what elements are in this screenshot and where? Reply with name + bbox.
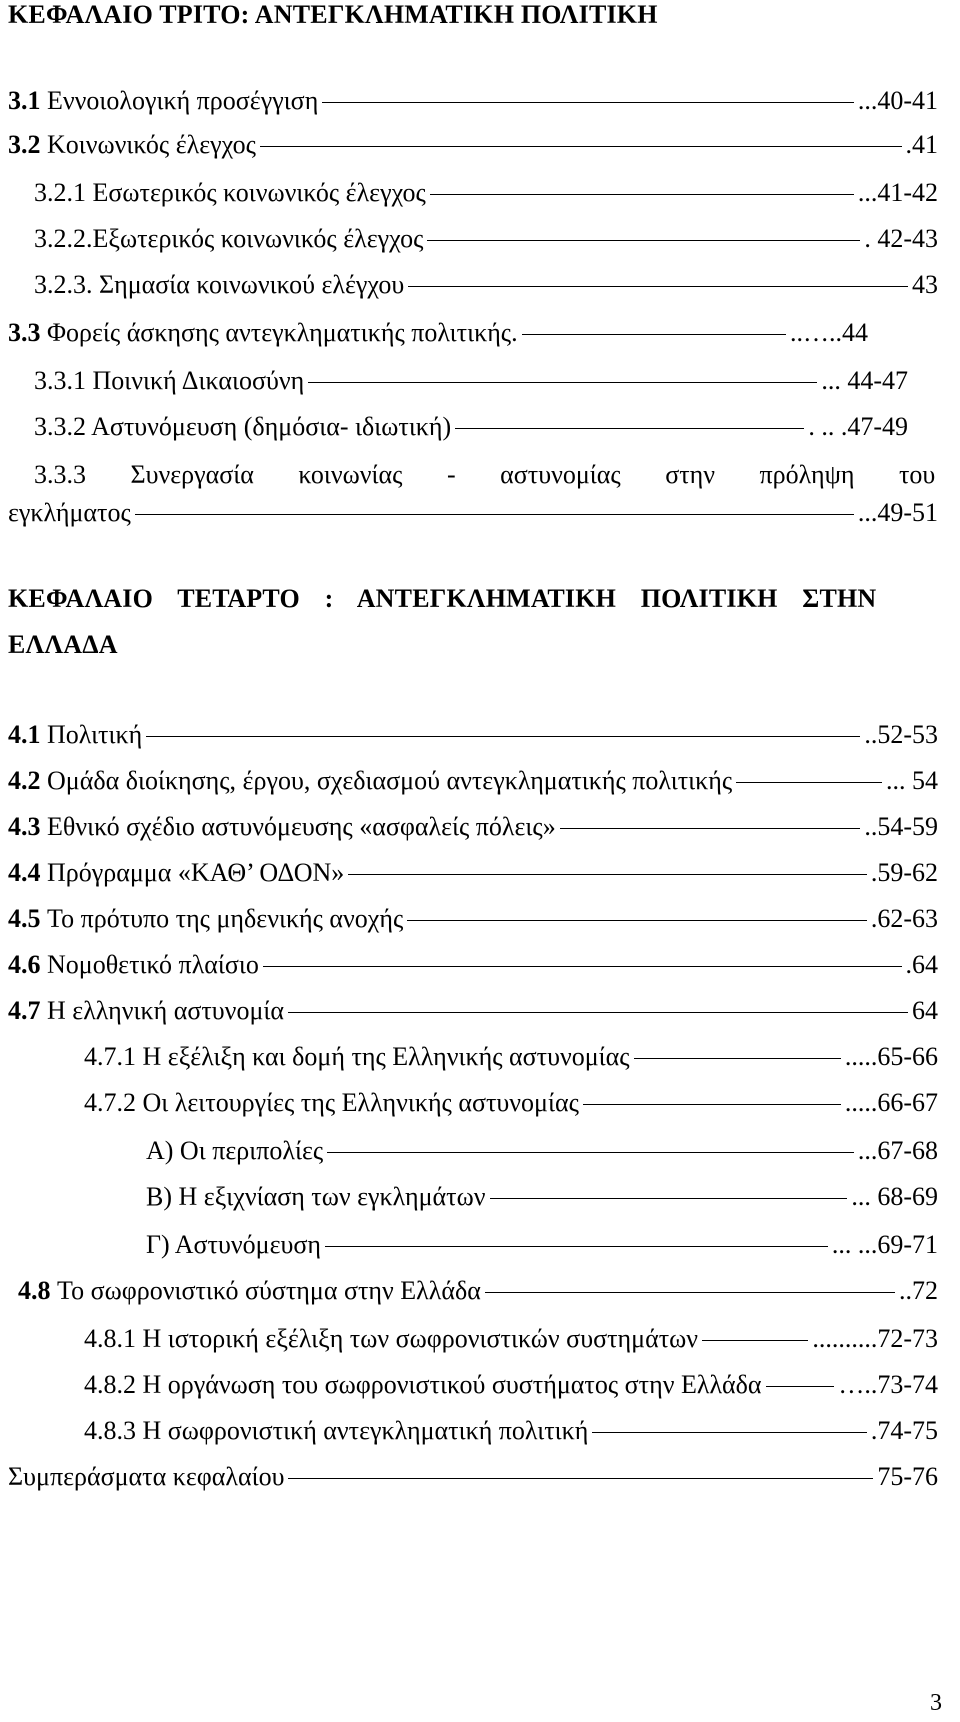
toc-entry-title: εγκλήματος bbox=[8, 498, 131, 527]
toc-entry-title: 3.2.2.Εξωτερικός κοινωνικός έλεγχος bbox=[34, 224, 424, 253]
toc-entry-title: Φορείς άσκησης αντεγκληματικής πολιτικής. bbox=[47, 318, 518, 347]
toc-entry-title: Συμπεράσματα κεφαλαίου bbox=[8, 1462, 285, 1491]
toc-entry-page: ... ...69-71 bbox=[831, 1230, 938, 1259]
toc-entry-page: ..52-53 bbox=[864, 720, 938, 749]
toc-entry-number: 4.5 bbox=[8, 904, 41, 933]
toc-entry-page: ... 54 bbox=[886, 766, 938, 795]
page-number: 3 bbox=[930, 1690, 942, 1716]
toc-entry bbox=[34, 410, 908, 444]
toc-entry-page: ..54-59 bbox=[864, 812, 938, 841]
toc-entry-page: .62-63 bbox=[870, 904, 938, 933]
toc-entry-title: Εθνικό σχέδιο αστυνόμευσης «ασφαλείς πόλεις» bbox=[47, 812, 556, 841]
toc-entry-title: 3.3.3 Συνεργασία κοινωνίας - αστυνομίας στην πρόληψη του bbox=[34, 460, 936, 489]
dot-leader bbox=[322, 102, 854, 103]
toc-entry bbox=[8, 856, 938, 890]
toc-entry-page: .64 bbox=[905, 950, 938, 979]
toc-entry bbox=[146, 1134, 938, 1168]
toc-entry-number: 4.8 bbox=[18, 1276, 51, 1305]
toc-entry-page: 75-76 bbox=[877, 1462, 938, 1491]
toc-entry bbox=[84, 1040, 938, 1074]
toc-entry bbox=[8, 948, 938, 982]
toc-entry-title: Η ελληνική αστυνομία bbox=[47, 996, 284, 1025]
toc-entry-number: 3.2 bbox=[8, 130, 41, 159]
dot-leader bbox=[634, 1058, 841, 1059]
toc-entry bbox=[8, 810, 938, 844]
dot-leader bbox=[736, 782, 882, 783]
dot-leader bbox=[455, 428, 804, 429]
toc-entry bbox=[8, 84, 938, 118]
toc-entry-title: Πολιτική bbox=[47, 720, 143, 749]
toc-entry bbox=[84, 1414, 938, 1448]
dot-leader bbox=[407, 920, 867, 921]
toc-entry-page: ... 44-47 bbox=[821, 366, 908, 395]
toc-entry-number: 4.6 bbox=[8, 950, 41, 979]
toc-entry-title: Ομάδα διοίκησης, έργου, σχεδιασμού αντεγκληματικής πολιτικής bbox=[47, 766, 733, 795]
toc-entry-page: ...49-51 bbox=[857, 498, 938, 527]
dot-leader bbox=[325, 1246, 828, 1247]
toc-entry bbox=[34, 268, 938, 302]
toc-entry bbox=[34, 364, 908, 398]
toc-entry-title: 4.7.1 Η εξέλιξη και δομή της Ελληνικής αστυνομίας bbox=[84, 1042, 630, 1071]
toc-entry-title: Πρόγραμμα «ΚΑΘ’ ΟΔΟΝ» bbox=[47, 858, 345, 887]
dot-leader bbox=[485, 1292, 895, 1293]
dot-leader bbox=[288, 1012, 908, 1013]
toc-entry-number: 4.3 bbox=[8, 812, 41, 841]
toc-entry bbox=[84, 1322, 938, 1356]
toc-entry-page: ...40-41 bbox=[857, 86, 938, 115]
toc-entry-title: 3.3.1 Ποινική Δικαιοσύνη bbox=[34, 366, 305, 395]
dot-leader bbox=[308, 382, 817, 383]
toc-entry bbox=[84, 1086, 938, 1120]
toc-entry-number: 3.3 bbox=[8, 318, 41, 347]
toc-entry bbox=[8, 496, 938, 530]
toc-entry-page: ...41-42 bbox=[857, 178, 938, 207]
dot-leader bbox=[522, 334, 786, 335]
toc-entry-page: . .. .47-49 bbox=[808, 412, 908, 441]
toc-entry-page: .41 bbox=[905, 130, 938, 159]
toc-entry bbox=[34, 458, 938, 492]
toc-entry bbox=[34, 176, 938, 210]
dot-leader bbox=[583, 1104, 841, 1105]
toc-entry-title: Κοινωνικός έλεγχος bbox=[47, 130, 256, 159]
toc-entry-number: 4.2 bbox=[8, 766, 41, 795]
dot-leader bbox=[408, 286, 908, 287]
dot-leader bbox=[427, 240, 860, 241]
toc-entry bbox=[146, 1180, 938, 1214]
toc-entry-page: . 42-43 bbox=[864, 224, 938, 253]
dot-leader bbox=[490, 1198, 848, 1199]
toc-entry bbox=[18, 1274, 938, 1308]
toc-entry bbox=[8, 902, 938, 936]
toc-entry-title: Γ) Αστυνόμευση bbox=[146, 1230, 321, 1259]
chapter-4-heading: ΚΕΦΑΛΑΙΟ ΤΕΤΑΡΤΟ : ΑΝΤΕΓΚΛΗΜΑΤΙΚΗ ΠΟΛΙΤΙΚΗ ΣΤΗΝ bbox=[8, 584, 877, 613]
toc-entry-page: 43 bbox=[912, 270, 938, 299]
dot-leader bbox=[766, 1386, 835, 1387]
toc-entry bbox=[8, 764, 938, 798]
dot-leader bbox=[327, 1152, 854, 1153]
dot-leader bbox=[592, 1432, 866, 1433]
toc-entry-title: Β) Η εξιχνίαση των εγκλημάτων bbox=[146, 1182, 486, 1211]
chapter-3-heading: ΚΕΦΑΛΑΙΟ ΤΡΙΤΟ: ΑΝΤΕΓΚΛΗΜΑΤΙΚΗ ΠΟΛΙΤΙΚΗ bbox=[8, 0, 658, 29]
dot-leader bbox=[348, 874, 867, 875]
toc-entry-title: Νομοθετικό πλαίσιο bbox=[47, 950, 259, 979]
dot-leader bbox=[288, 1478, 873, 1479]
toc-entry-page: ...67-68 bbox=[857, 1136, 938, 1165]
toc-entry-title: Εννοιολογική προσέγγιση bbox=[47, 86, 319, 115]
toc-entry-page: .....66-67 bbox=[844, 1088, 938, 1117]
toc-entry bbox=[146, 1228, 938, 1262]
dot-leader bbox=[135, 514, 854, 515]
chapter-4-heading-continued: ΕΛΛΑΔΑ bbox=[8, 630, 118, 659]
toc-entry-title: 3.3.2 Αστυνόμευση (δημόσια- ιδιωτική) bbox=[34, 412, 452, 441]
toc-entry-title: Το πρότυπο της μηδενικής ανοχής bbox=[47, 904, 404, 933]
toc-entry bbox=[8, 718, 938, 752]
dot-leader bbox=[560, 828, 861, 829]
toc-entry-page: 64 bbox=[912, 996, 938, 1025]
toc-entry-number: 4.1 bbox=[8, 720, 41, 749]
toc-entry-number: 3.1 bbox=[8, 86, 41, 115]
toc-entry bbox=[34, 222, 938, 256]
toc-entry-page: ..…..44 bbox=[790, 318, 868, 347]
dot-leader bbox=[146, 736, 860, 737]
toc-entry-title: 4.7.2 Οι λειτουργίες της Ελληνικής αστυνομίας bbox=[84, 1088, 579, 1117]
toc-entry bbox=[84, 1368, 938, 1402]
toc-entry-page: .....65-66 bbox=[844, 1042, 938, 1071]
toc-entry-title: 4.8.1 Η ιστορική εξέλιξη των σωφρονιστικών συστημάτων bbox=[84, 1324, 699, 1353]
toc-entry-title: 4.8.3 Η σωφρονιστική αντεγκληματική πολιτική bbox=[84, 1416, 589, 1445]
dot-leader bbox=[260, 146, 902, 147]
toc-entry-page: ..........72-73 bbox=[812, 1324, 938, 1353]
toc-entry-page: .59-62 bbox=[870, 858, 938, 887]
toc-entry bbox=[8, 316, 868, 350]
toc-entry-title: Το σωφρονιστικό σύστημα στην Ελλάδα bbox=[57, 1276, 481, 1305]
toc-entry-title: Α) Οι περιπολίες bbox=[146, 1136, 324, 1165]
toc-entry-page: …..73-74 bbox=[838, 1370, 938, 1399]
toc-entry-number: 4.4 bbox=[8, 858, 41, 887]
toc-entry-page: ..72 bbox=[899, 1276, 938, 1305]
toc-entry-title: 4.8.2 Η οργάνωση του σωφρονιστικού συστήματος στην Ελλάδα bbox=[84, 1370, 762, 1399]
toc-entry-page: .74-75 bbox=[870, 1416, 938, 1445]
toc-entry-title: 3.2.1 Εσωτερικός κοινωνικός έλεγχος bbox=[34, 178, 426, 207]
toc-entry bbox=[8, 128, 938, 162]
toc-entry-number: 4.7 bbox=[8, 996, 41, 1025]
dot-leader bbox=[263, 966, 902, 967]
toc-entry-title: 3.2.3. Σημασία κοινωνικού ελέγχου bbox=[34, 270, 405, 299]
toc-entry bbox=[8, 994, 938, 1028]
dot-leader bbox=[430, 194, 854, 195]
toc-entry-page: ... 68-69 bbox=[851, 1182, 938, 1211]
toc-entry bbox=[8, 1460, 938, 1494]
dot-leader bbox=[702, 1340, 808, 1341]
